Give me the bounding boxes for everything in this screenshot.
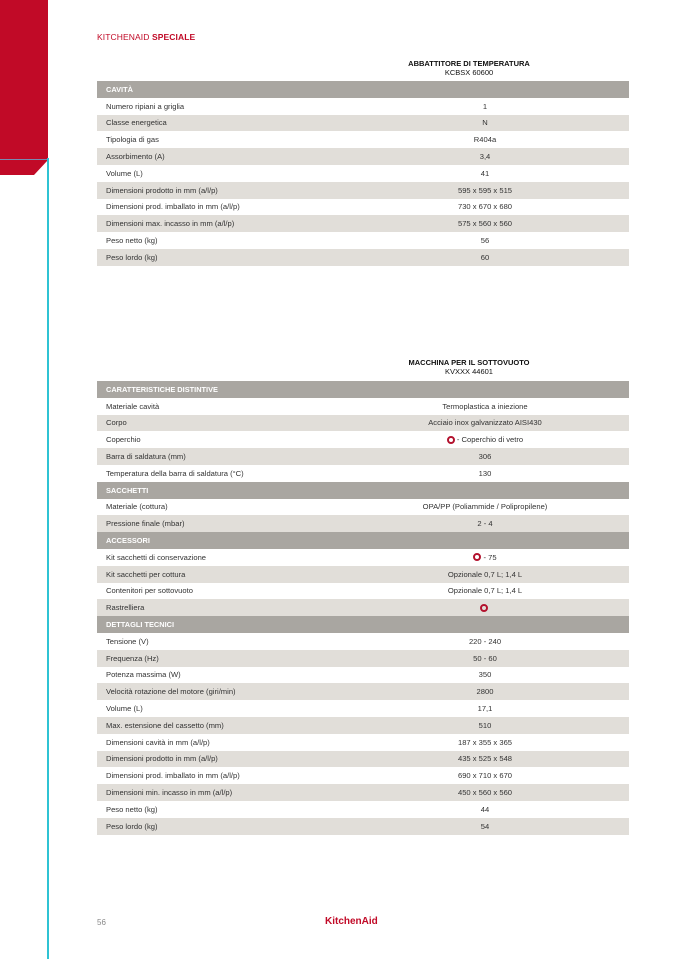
page-header <box>97 32 195 42</box>
spec-value-cell <box>341 553 629 562</box>
spec-label: Materiale (cottura) <box>106 502 168 512</box>
spec-value-cell <box>341 219 629 228</box>
table-row <box>97 131 629 148</box>
spec-label: Peso netto (kg) <box>106 804 158 814</box>
spec-value: 187 x 355 x 365 <box>457 737 513 747</box>
spec-value-cell <box>341 604 629 612</box>
spec-value: 575 x 560 x 560 <box>457 219 513 229</box>
spec-label: Dimensioni min. incasso in mm (a/l/p) <box>106 788 233 798</box>
section-header <box>97 81 629 98</box>
table-row <box>97 115 629 132</box>
table-row <box>97 566 629 583</box>
table-row <box>97 818 629 835</box>
table-row <box>97 683 629 700</box>
table-row <box>97 767 629 784</box>
spec-value-cell <box>341 169 629 178</box>
spec-label: Dimensioni prod. imballato in mm (a/l/p) <box>106 202 240 212</box>
spec-value: - 75 <box>483 552 497 562</box>
spec-value: Opzionale 0,7 L; 1,4 L <box>447 569 523 579</box>
table-title-2 <box>309 358 629 376</box>
spec-label: Peso lordo (kg) <box>106 821 158 831</box>
spec-value: 220 - 240 <box>468 636 502 646</box>
section-header <box>97 482 629 499</box>
table-row <box>97 98 629 115</box>
spec-value: 690 x 710 x 670 <box>457 771 513 781</box>
spec-value: 44 <box>480 804 490 814</box>
table-row <box>97 515 629 532</box>
spec-value-cell <box>341 253 629 262</box>
spec-value-cell <box>341 570 629 579</box>
table-row <box>97 182 629 199</box>
table-row <box>97 633 629 650</box>
spec-value-cell <box>341 805 629 814</box>
red-corner-decoration <box>0 0 48 175</box>
spec-label: Volume (L) <box>106 704 143 714</box>
spec-value-cell <box>341 654 629 663</box>
standard-circle-icon <box>480 604 488 612</box>
spec-label: Volume (L) <box>106 168 143 178</box>
spec-value-cell <box>341 519 629 528</box>
page-number: 56 <box>97 918 106 927</box>
section-title: DETTAGLI TECNICI <box>106 620 175 630</box>
spec-value: 435 x 525 x 548 <box>457 754 513 764</box>
table-row <box>97 700 629 717</box>
header-brand: KITCHENAID <box>97 32 150 42</box>
spec-label: Dimensioni prodotto in mm (a/l/p) <box>106 185 218 195</box>
spec-value: R404a <box>473 135 497 145</box>
spec-label: Dimensioni prodotto in mm (a/l/p) <box>106 754 218 764</box>
spec-value: 2800 <box>476 687 494 697</box>
spec-value: Opzionale 0,7 L; 1,4 L <box>447 586 523 596</box>
table-row <box>97 148 629 165</box>
table-row <box>97 249 629 266</box>
spec-table-abbattitore <box>97 81 629 266</box>
table-row <box>97 232 629 249</box>
spec-value: 54 <box>480 821 490 831</box>
table-row <box>97 499 629 516</box>
spec-label: Potenza massima (W) <box>106 670 181 680</box>
header-section: SPECIALE <box>151 32 196 42</box>
spec-label: Rastrelliera <box>106 603 145 613</box>
product-model: KCBSX 60600 <box>444 68 494 77</box>
spec-label: Dimensioni max. incasso in mm (a/l/p) <box>106 219 235 229</box>
spec-value-cell <box>341 670 629 679</box>
product-model: KVXXX 44601 <box>445 367 493 376</box>
section-title: CAVITÀ <box>106 84 133 94</box>
spec-value-cell <box>341 118 629 127</box>
kitchenaid-logo: KitchenAid <box>325 916 378 927</box>
section-header <box>97 532 629 549</box>
table-row <box>97 165 629 182</box>
table-row <box>97 801 629 818</box>
spec-label: Contenitori per sottovuoto <box>106 586 193 596</box>
section-title: CARATTERISTICHE DISTINTIVE <box>106 384 218 394</box>
spec-value-cell <box>341 152 629 161</box>
spec-label: Numero ripiani a griglia <box>106 101 185 111</box>
spec-value: 730 x 670 x 680 <box>457 202 513 212</box>
table-row <box>97 599 629 616</box>
spec-value-cell <box>341 452 629 461</box>
spec-label: Corpo <box>106 418 127 428</box>
spec-label: Dimensioni cavità in mm (a/l/p) <box>106 737 210 747</box>
table-row <box>97 549 629 566</box>
spec-value-cell <box>341 402 629 411</box>
spec-label: Assorbimento (A) <box>106 152 165 162</box>
spec-value-cell <box>341 704 629 713</box>
spec-label: Kit sacchetti per cottura <box>106 569 186 579</box>
table-row <box>97 465 629 482</box>
table-row <box>97 448 629 465</box>
spec-value-cell <box>341 469 629 478</box>
table-row <box>97 751 629 768</box>
spec-value-cell <box>341 586 629 595</box>
spec-value: 450 x 560 x 560 <box>457 788 513 798</box>
product-title: ABBATTITORE DI TEMPERATURA <box>408 59 530 68</box>
spec-label: Frequenza (Hz) <box>106 653 159 663</box>
spec-value-cell <box>341 236 629 245</box>
spec-value-cell <box>341 721 629 730</box>
spec-value: 510 <box>478 720 492 730</box>
spec-label: Coperchio <box>106 435 141 445</box>
section-header <box>97 381 629 398</box>
spec-value: 3,4 <box>479 152 491 162</box>
spec-label: Classe energetica <box>106 118 167 128</box>
spec-label: Kit sacchetti di conservazione <box>106 552 207 562</box>
table-title-1 <box>309 59 629 77</box>
spec-value: - Coperchio di vetro <box>456 435 524 445</box>
table-row <box>97 199 629 216</box>
spec-value-cell <box>341 435 629 444</box>
spec-value-cell <box>341 738 629 747</box>
spec-value: Termoplastica a iniezione <box>442 401 528 411</box>
section-title: SACCHETTI <box>106 485 149 495</box>
spec-value: 50 - 60 <box>473 653 497 663</box>
product-title: MACCHINA PER IL SOTTOVUOTO <box>408 358 530 367</box>
spec-value: 1 <box>482 101 488 111</box>
table-row <box>97 215 629 232</box>
spec-value-cell <box>341 502 629 511</box>
table-row <box>97 415 629 432</box>
spec-value-cell <box>341 788 629 797</box>
spec-label: Materiale cavità <box>106 401 160 411</box>
spec-value-cell <box>341 754 629 763</box>
spec-label: Dimensioni prod. imballato in mm (a/l/p) <box>106 771 240 781</box>
standard-circle-icon <box>447 436 455 444</box>
table-row <box>97 398 629 415</box>
spec-value: 306 <box>478 452 492 462</box>
spec-label: Tipologia di gas <box>106 135 159 145</box>
table-row <box>97 734 629 751</box>
spec-value: Acciaio inox galvanizzato AISI430 <box>428 418 542 428</box>
spec-value: OPA/PP (Poliammide / Polipropilene) <box>422 502 548 512</box>
table-row <box>97 431 629 448</box>
spec-label: Temperatura della barra di saldatura (°C) <box>106 468 244 478</box>
spec-value-cell <box>341 771 629 780</box>
spec-value-cell <box>341 637 629 646</box>
spec-value: 595 x 595 x 515 <box>457 185 513 195</box>
standard-circle-icon <box>473 553 481 561</box>
spec-value-cell <box>341 186 629 195</box>
spec-value: N <box>482 118 488 128</box>
spec-label: Velocità rotazione del motore (giri/min) <box>106 687 236 697</box>
section-title: ACCESSORI <box>106 536 150 546</box>
spec-value: 41 <box>480 168 490 178</box>
spec-value: 56 <box>480 236 490 246</box>
table-row <box>97 784 629 801</box>
table-row <box>97 667 629 684</box>
spec-value: 17,1 <box>477 704 493 714</box>
spec-label: Tensione (V) <box>106 636 149 646</box>
divider <box>0 159 48 160</box>
table-row <box>97 717 629 734</box>
spec-value: 350 <box>478 670 492 680</box>
spec-label: Barra di saldatura (mm) <box>106 452 186 462</box>
spec-value-cell <box>341 418 629 427</box>
spec-label: Pressione finale (mbar) <box>106 519 185 529</box>
spec-value: 2 - 4 <box>477 519 493 529</box>
margin-line <box>47 158 49 959</box>
spec-value: 130 <box>478 468 492 478</box>
table-row <box>97 583 629 600</box>
spec-table-sottovuoto <box>97 381 629 835</box>
spec-value-cell <box>341 135 629 144</box>
spec-value-cell <box>341 687 629 696</box>
spec-value-cell <box>341 102 629 111</box>
spec-value-cell <box>341 202 629 211</box>
spec-label: Peso lordo (kg) <box>106 252 158 262</box>
spec-value: 60 <box>480 252 490 262</box>
spec-label: Peso netto (kg) <box>106 236 158 246</box>
spec-value-cell <box>341 822 629 831</box>
section-header <box>97 616 629 633</box>
table-row <box>97 650 629 667</box>
spec-label: Max. estensione del cassetto (mm) <box>106 720 224 730</box>
